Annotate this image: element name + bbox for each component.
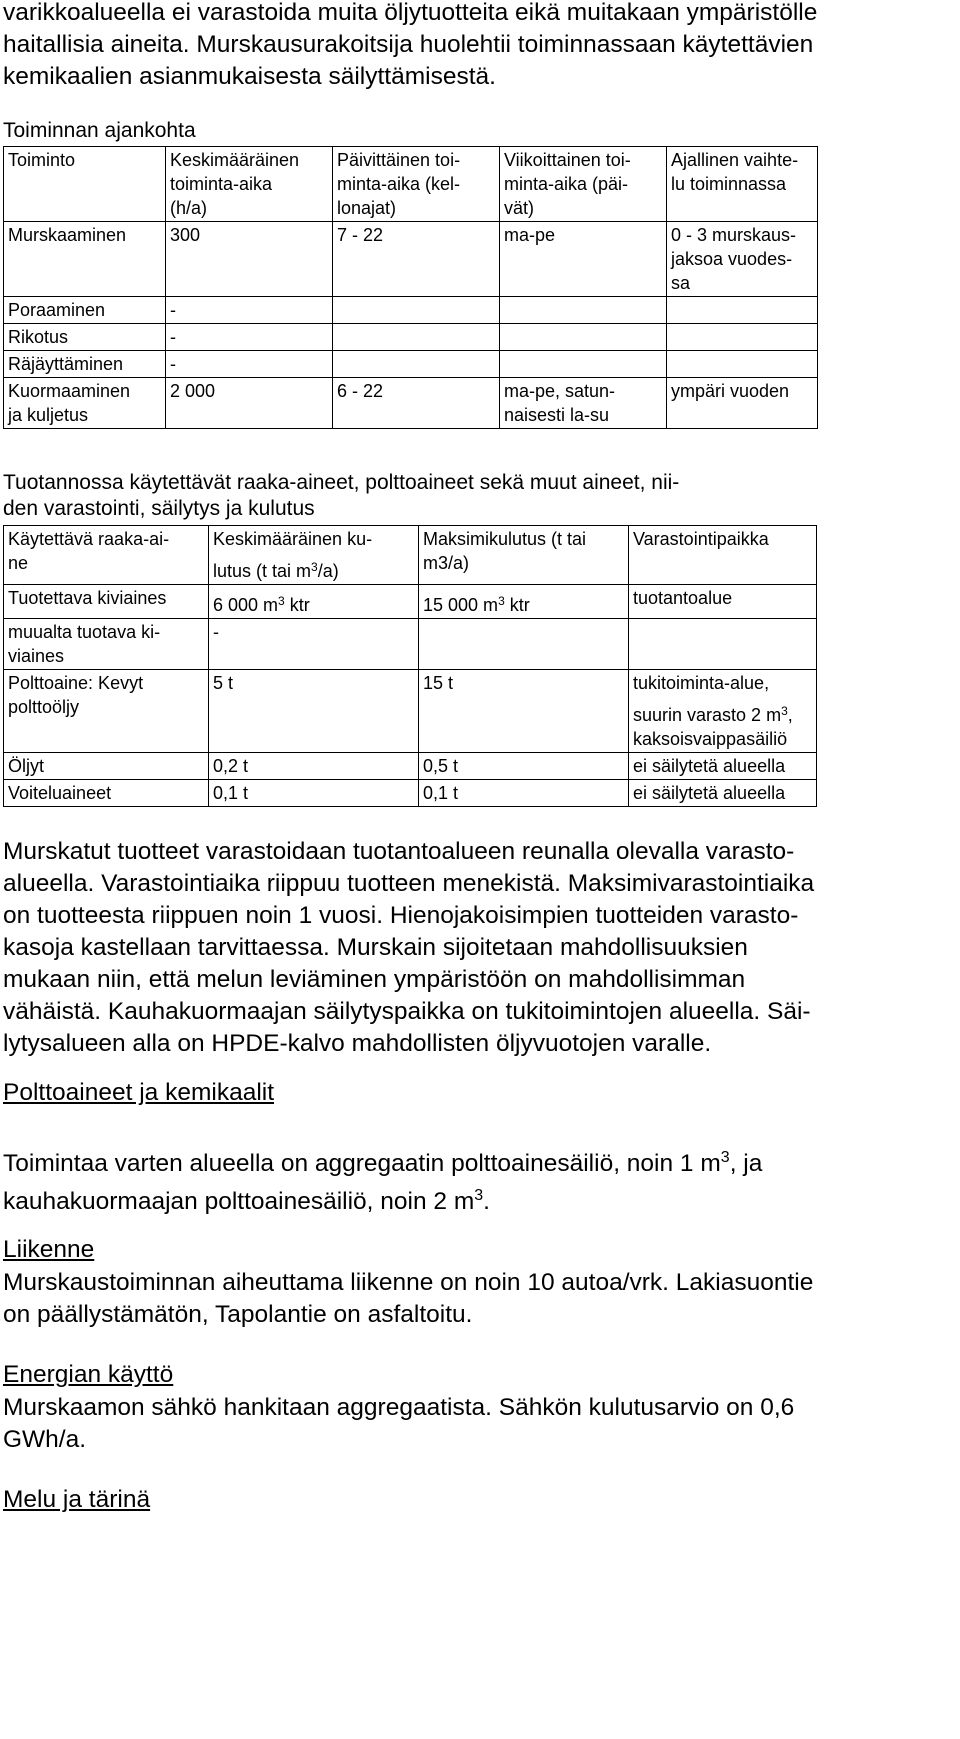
- section-heading-fuel: Polttoaineet ja kemikaalit: [3, 1079, 275, 1106]
- table-row: [4, 753, 817, 780]
- table-cell: [333, 297, 500, 324]
- header-cell: Toiminto: [4, 147, 166, 222]
- materials-caption: Tuotannossa käytettävät raaka-aineet, polttoaineet sekä muut aineet, nii- den varastointi, säilytys ja kulutus: [3, 471, 680, 520]
- table-cell: 5 t: [209, 670, 419, 753]
- text-line: haitallisia aineita. Murskausurakoitsija huolehtii toiminnassaan käytettävien: [3, 31, 814, 58]
- header-cell: Keskimääräinen toiminta-aika (h/a): [166, 147, 333, 222]
- energy-paragraph: [3, 1392, 953, 1456]
- table-cell: Tuotettava kiviaines: [4, 585, 209, 619]
- header-cell: Maksimikulutus (t tai m3/a): [419, 526, 629, 585]
- table-cell: 0,1 t: [419, 780, 629, 807]
- text-line: on päällystämätön, Tapolantie on asfaltoitu.: [3, 1301, 473, 1328]
- table-row: [4, 222, 818, 297]
- table-cell: [500, 324, 667, 351]
- table-cell: -: [209, 619, 419, 670]
- materials-table: [3, 525, 817, 807]
- text-line: Murskaustoiminnan aiheuttama liikenne on noin 10 autoa/vrk. Lakiasuontie: [3, 1269, 814, 1296]
- table-cell: 0,2 t: [209, 753, 419, 780]
- header-cell: Keskimääräinen ku- lutus (t tai $m^3/a$): [209, 526, 419, 585]
- fuel-paragraph: Toimintaa varten alueella on aggregaatin polttoainesäiliö, noin 1 $m^3$, ja kauhakuormaajan polttoainesäiliö, noin 2 $m^3$.: [3, 1149, 763, 1215]
- table-cell: [333, 351, 500, 378]
- table-cell: Poraaminen: [4, 297, 166, 324]
- table-cell: 15 t: [419, 670, 629, 753]
- table-cell: 6 000 $m^3$ ktr: [209, 585, 419, 619]
- table-row: [4, 780, 817, 807]
- storage-paragraph: [3, 836, 953, 1060]
- table-cell: [500, 351, 667, 378]
- table-row: [4, 585, 817, 619]
- table-cell: 7 - 22: [333, 222, 500, 297]
- intro-paragraph: [3, 0, 953, 93]
- text-line: GWh/a.: [3, 1426, 87, 1453]
- table-cell: [667, 297, 818, 324]
- table-row: [4, 351, 818, 378]
- table-cell: ympäri vuoden: [667, 378, 818, 429]
- table-cell: 2 000: [166, 378, 333, 429]
- table-cell: ei säilytetä alueella: [629, 753, 817, 780]
- table-cell: 0 - 3 murskaus- jaksoa vuodes- sa: [667, 222, 818, 297]
- table-cell: 15 000 $m^3$ ktr: [419, 585, 629, 619]
- table-row: [4, 670, 817, 753]
- table-row: [4, 297, 818, 324]
- table-cell: Voiteluaineet: [4, 780, 209, 807]
- section-heading-noise: Melu ja tärinä: [3, 1486, 151, 1513]
- table-cell: Rikotus: [4, 324, 166, 351]
- header-cell: Ajallinen vaihte- lu toiminnassa: [667, 147, 818, 222]
- table-cell: Räjäyttäminen: [4, 351, 166, 378]
- table-cell: ma-pe, satun- naisesti la-su: [500, 378, 667, 429]
- table-cell: tukitoiminta-alue, suurin varasto 2 $m^3$, kaksoisvaippasäiliö: [629, 670, 817, 753]
- text-line: varikkoalueella ei varastoida muita öljytuotteita eikä muitakaan ympäristölle: [3, 0, 818, 26]
- text-line: lytysalueen alla on HPDE-kalvo mahdollisten öljyvuotojen varalle.: [3, 1030, 712, 1057]
- section-heading-traffic: Liikenne: [3, 1236, 95, 1263]
- table-cell: [500, 297, 667, 324]
- schedule-caption: Toiminnan ajankohta: [3, 119, 196, 142]
- table-cell: [667, 324, 818, 351]
- table-row: [4, 324, 818, 351]
- text-line: on tuotteesta riippuen noin 1 vuosi. Hienojakoisimpien tuotteiden varasto-: [3, 902, 799, 929]
- table-cell: -: [166, 297, 333, 324]
- traffic-paragraph: [3, 1267, 953, 1331]
- table-cell: tuotantoalue: [629, 585, 817, 619]
- header-cell: Varastointipaikka: [629, 526, 817, 585]
- text-line: mukaan niin, että melun leviäminen ympäristöön on mahdollisimman: [3, 966, 746, 993]
- table-cell: 6 - 22: [333, 378, 500, 429]
- table-row: [4, 619, 817, 670]
- table-cell: ei säilytetä alueella: [629, 780, 817, 807]
- table-cell: [419, 619, 629, 670]
- table-cell: Murskaaminen: [4, 222, 166, 297]
- text-line: alueella. Varastointiaika riippuu tuotteen menekistä. Maksimivarastointiaika: [3, 870, 815, 897]
- table-cell: 0,5 t: [419, 753, 629, 780]
- header-cell: Käytettävä raaka-ai- ne: [4, 526, 209, 585]
- table-cell: muualta tuotava ki- viaines: [4, 619, 209, 670]
- table-row: [4, 378, 818, 429]
- table-header-row: [4, 147, 818, 222]
- text-line: kemikaalien asianmukaisesta säilyttämisestä.: [3, 63, 496, 90]
- table-cell: -: [166, 324, 333, 351]
- table-cell: ma-pe: [500, 222, 667, 297]
- schedule-table: [3, 146, 818, 429]
- text-line: Murskaamon sähkö hankitaan aggregaatista. Sähkön kulutusarvio on 0,6: [3, 1394, 795, 1421]
- table-cell: Kuormaaminen ja kuljetus: [4, 378, 166, 429]
- table-cell: -: [166, 351, 333, 378]
- table-cell: Polttoaine: Kevyt polttoöljy: [4, 670, 209, 753]
- table-cell: [667, 351, 818, 378]
- header-cell: Päivittäinen toi- minta-aika (kel- lonajat): [333, 147, 500, 222]
- table-cell: 0,1 t: [209, 780, 419, 807]
- header-cell: Viikoittainen toi- minta-aika (päi- vät): [500, 147, 667, 222]
- table-cell: Öljyt: [4, 753, 209, 780]
- table-cell: 300: [166, 222, 333, 297]
- section-heading-energy: Energian käyttö: [3, 1361, 174, 1388]
- text-line: vähäistä. Kauhakuormaajan säilytyspaikka on tukitoimintojen alueella. Säi-: [3, 998, 811, 1025]
- table-cell: [333, 324, 500, 351]
- table-cell: [629, 619, 817, 670]
- text-line: Murskatut tuotteet varastoidaan tuotantoalueen reunalla olevalla varasto-: [3, 838, 795, 865]
- table-header-row: [4, 526, 817, 585]
- text-line: kasoja kastellaan tarvittaessa. Murskain sijoitetaan mahdollisuuksien: [3, 934, 748, 961]
